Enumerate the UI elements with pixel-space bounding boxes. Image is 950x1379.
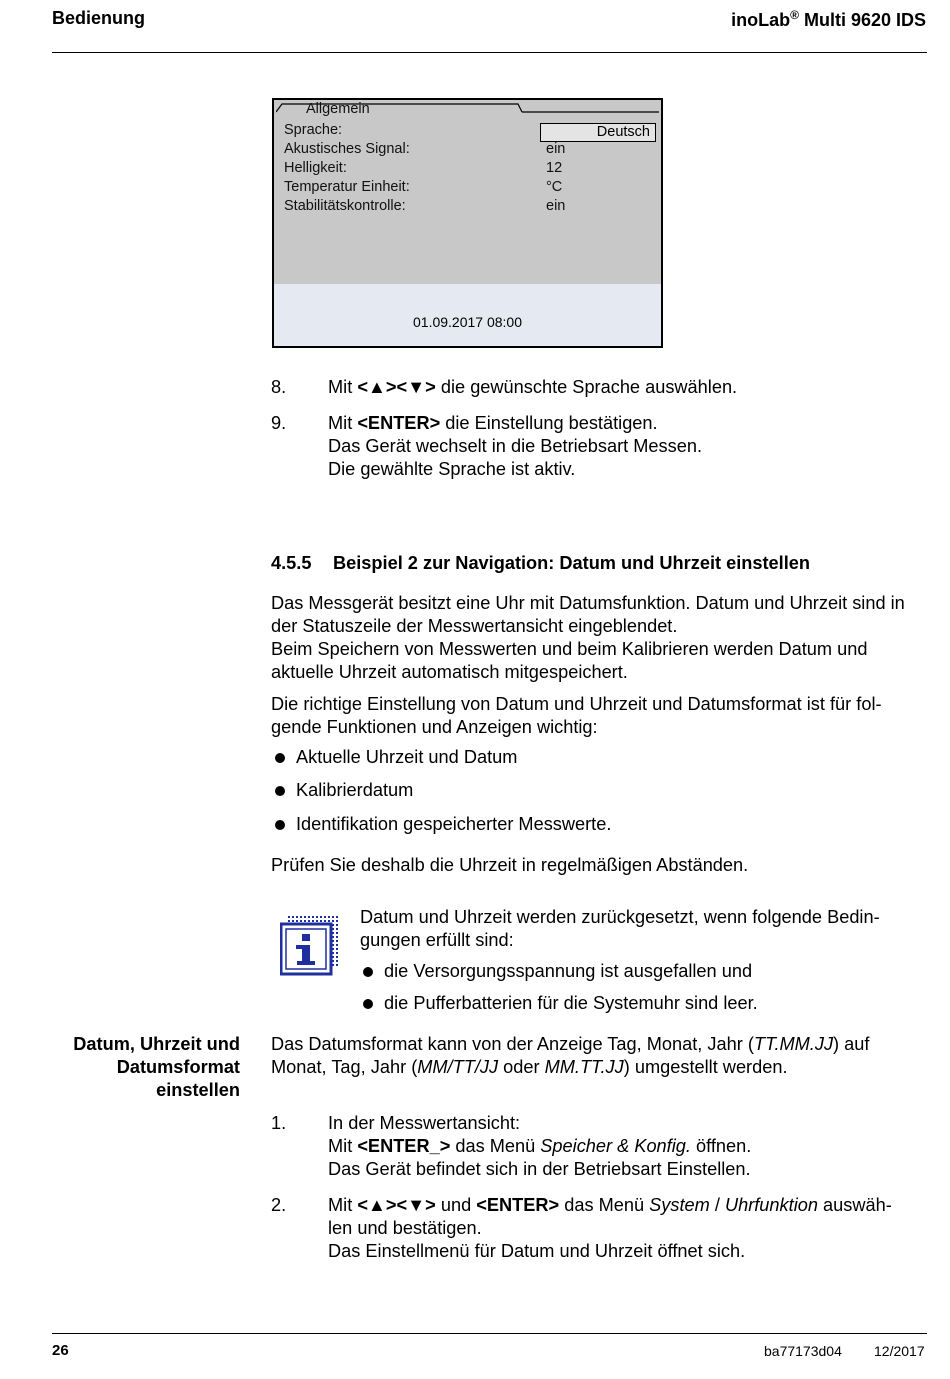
paragraph: Das Datumsformat kann von der Anzeige Tag, Monat, Jahr (TT.MM.JJ) auf Monat, Tag, Jahr (MM/TT/JJ oder MM.TT.JJ) umgestellt werden. <box>271 1034 870 1077</box>
bullet-icon <box>363 967 373 977</box>
side-heading: Datum, Uhrzeit und Datumsformat einstellen <box>73 1034 240 1100</box>
list-item: die Versorgungsspannung ist ausgefallen und <box>384 961 753 981</box>
paragraph: Die richtige Einstellung von Datum und Uhrzeit und Datumsformat ist für fol- gende Funktionen und Anzeigen wichtig: <box>271 694 882 737</box>
step-number: 2. <box>271 1195 287 1215</box>
step-number: 8. <box>271 377 287 397</box>
bullet-icon <box>275 786 285 796</box>
step-number: 1. <box>271 1113 287 1133</box>
status-bar <box>274 284 661 346</box>
setting-label: Temperatur Einheit: <box>284 179 410 195</box>
bullet-icon <box>275 820 285 830</box>
language-select[interactable]: Deutsch <box>540 123 656 142</box>
footer-rule <box>52 1333 927 1334</box>
paragraph: Prüfen Sie deshalb die Uhrzeit in regelmäßigen Abständen. <box>271 855 749 875</box>
list-item: Identifikation gespeicherter Messwerte. <box>296 814 612 834</box>
paragraph: Das Messgerät besitzt eine Uhr mit Datumsfunktion. Datum und Uhrzeit sind in der Statuszeile der Messwertansicht eingeblendet. Beim Speichern von Messwerten und beim Kalibrieren werden Datum und aktuelle Uhrzeit automatisch mitgespeichert. <box>271 593 905 682</box>
section-number: 4.5.5 <box>271 553 312 573</box>
device-display <box>272 98 663 348</box>
setting-value: 12 <box>546 160 563 176</box>
step-text: In der Messwertansicht: Mit <ENTER_> das Menü Speicher & Konfig. öffnen. Das Gerät befindet sich in der Betriebsart Einstellen. <box>328 1113 752 1179</box>
setting-label: Akustisches Signal: <box>284 141 410 157</box>
step-text: Mit <▲><▼> und <ENTER> das Menü System / Uhrfunktion auswäh- len und bestätigen. Das Einstellmenü für Datum und Uhrzeit öffnet sich. <box>328 1195 892 1261</box>
status-datetime: 01.09.2017 08:00 <box>413 314 522 330</box>
setting-value: ein <box>546 141 566 157</box>
step-text: Mit <ENTER> die Einstellung bestätigen. Das Gerät wechselt in die Betriebsart Messen. Die gewählte Sprache ist aktiv. <box>328 413 703 479</box>
header-left: Bedienung <box>52 8 145 28</box>
setting-value: °C <box>546 179 563 195</box>
doc-date: 12/2017 <box>874 1343 925 1359</box>
setting-label: Stabilitätskontrolle: <box>284 198 406 214</box>
setting-value: ein <box>546 198 566 214</box>
step-number: 9. <box>271 413 287 433</box>
header-right: inoLab® Multi 9620 IDS <box>731 8 926 30</box>
list-item: die Pufferbatterien für die Systemuhr sind leer. <box>384 993 758 1013</box>
info-text: Datum und Uhrzeit werden zurückgesetzt, wenn folgende Bedin- gungen erfüllt sind: <box>360 907 880 950</box>
doc-number: ba77173d04 <box>764 1343 842 1359</box>
info-icon <box>280 916 338 976</box>
tab-label: Allgemein <box>306 101 370 117</box>
list-item: Aktuelle Uhrzeit und Datum <box>296 747 518 767</box>
setting-label: Helligkeit: <box>284 160 347 176</box>
list-item: Kalibrierdatum <box>296 780 414 800</box>
step-text: Mit <▲><▼> die gewünschte Sprache auswählen. <box>328 377 738 397</box>
header-rule <box>52 52 927 53</box>
page-number: 26 <box>52 1342 69 1359</box>
section-title: Beispiel 2 zur Navigation: Datum und Uhrzeit einstellen <box>333 553 810 573</box>
bullet-icon <box>275 753 285 763</box>
setting-label: Sprache: <box>284 122 343 138</box>
bullet-icon <box>363 999 373 1009</box>
